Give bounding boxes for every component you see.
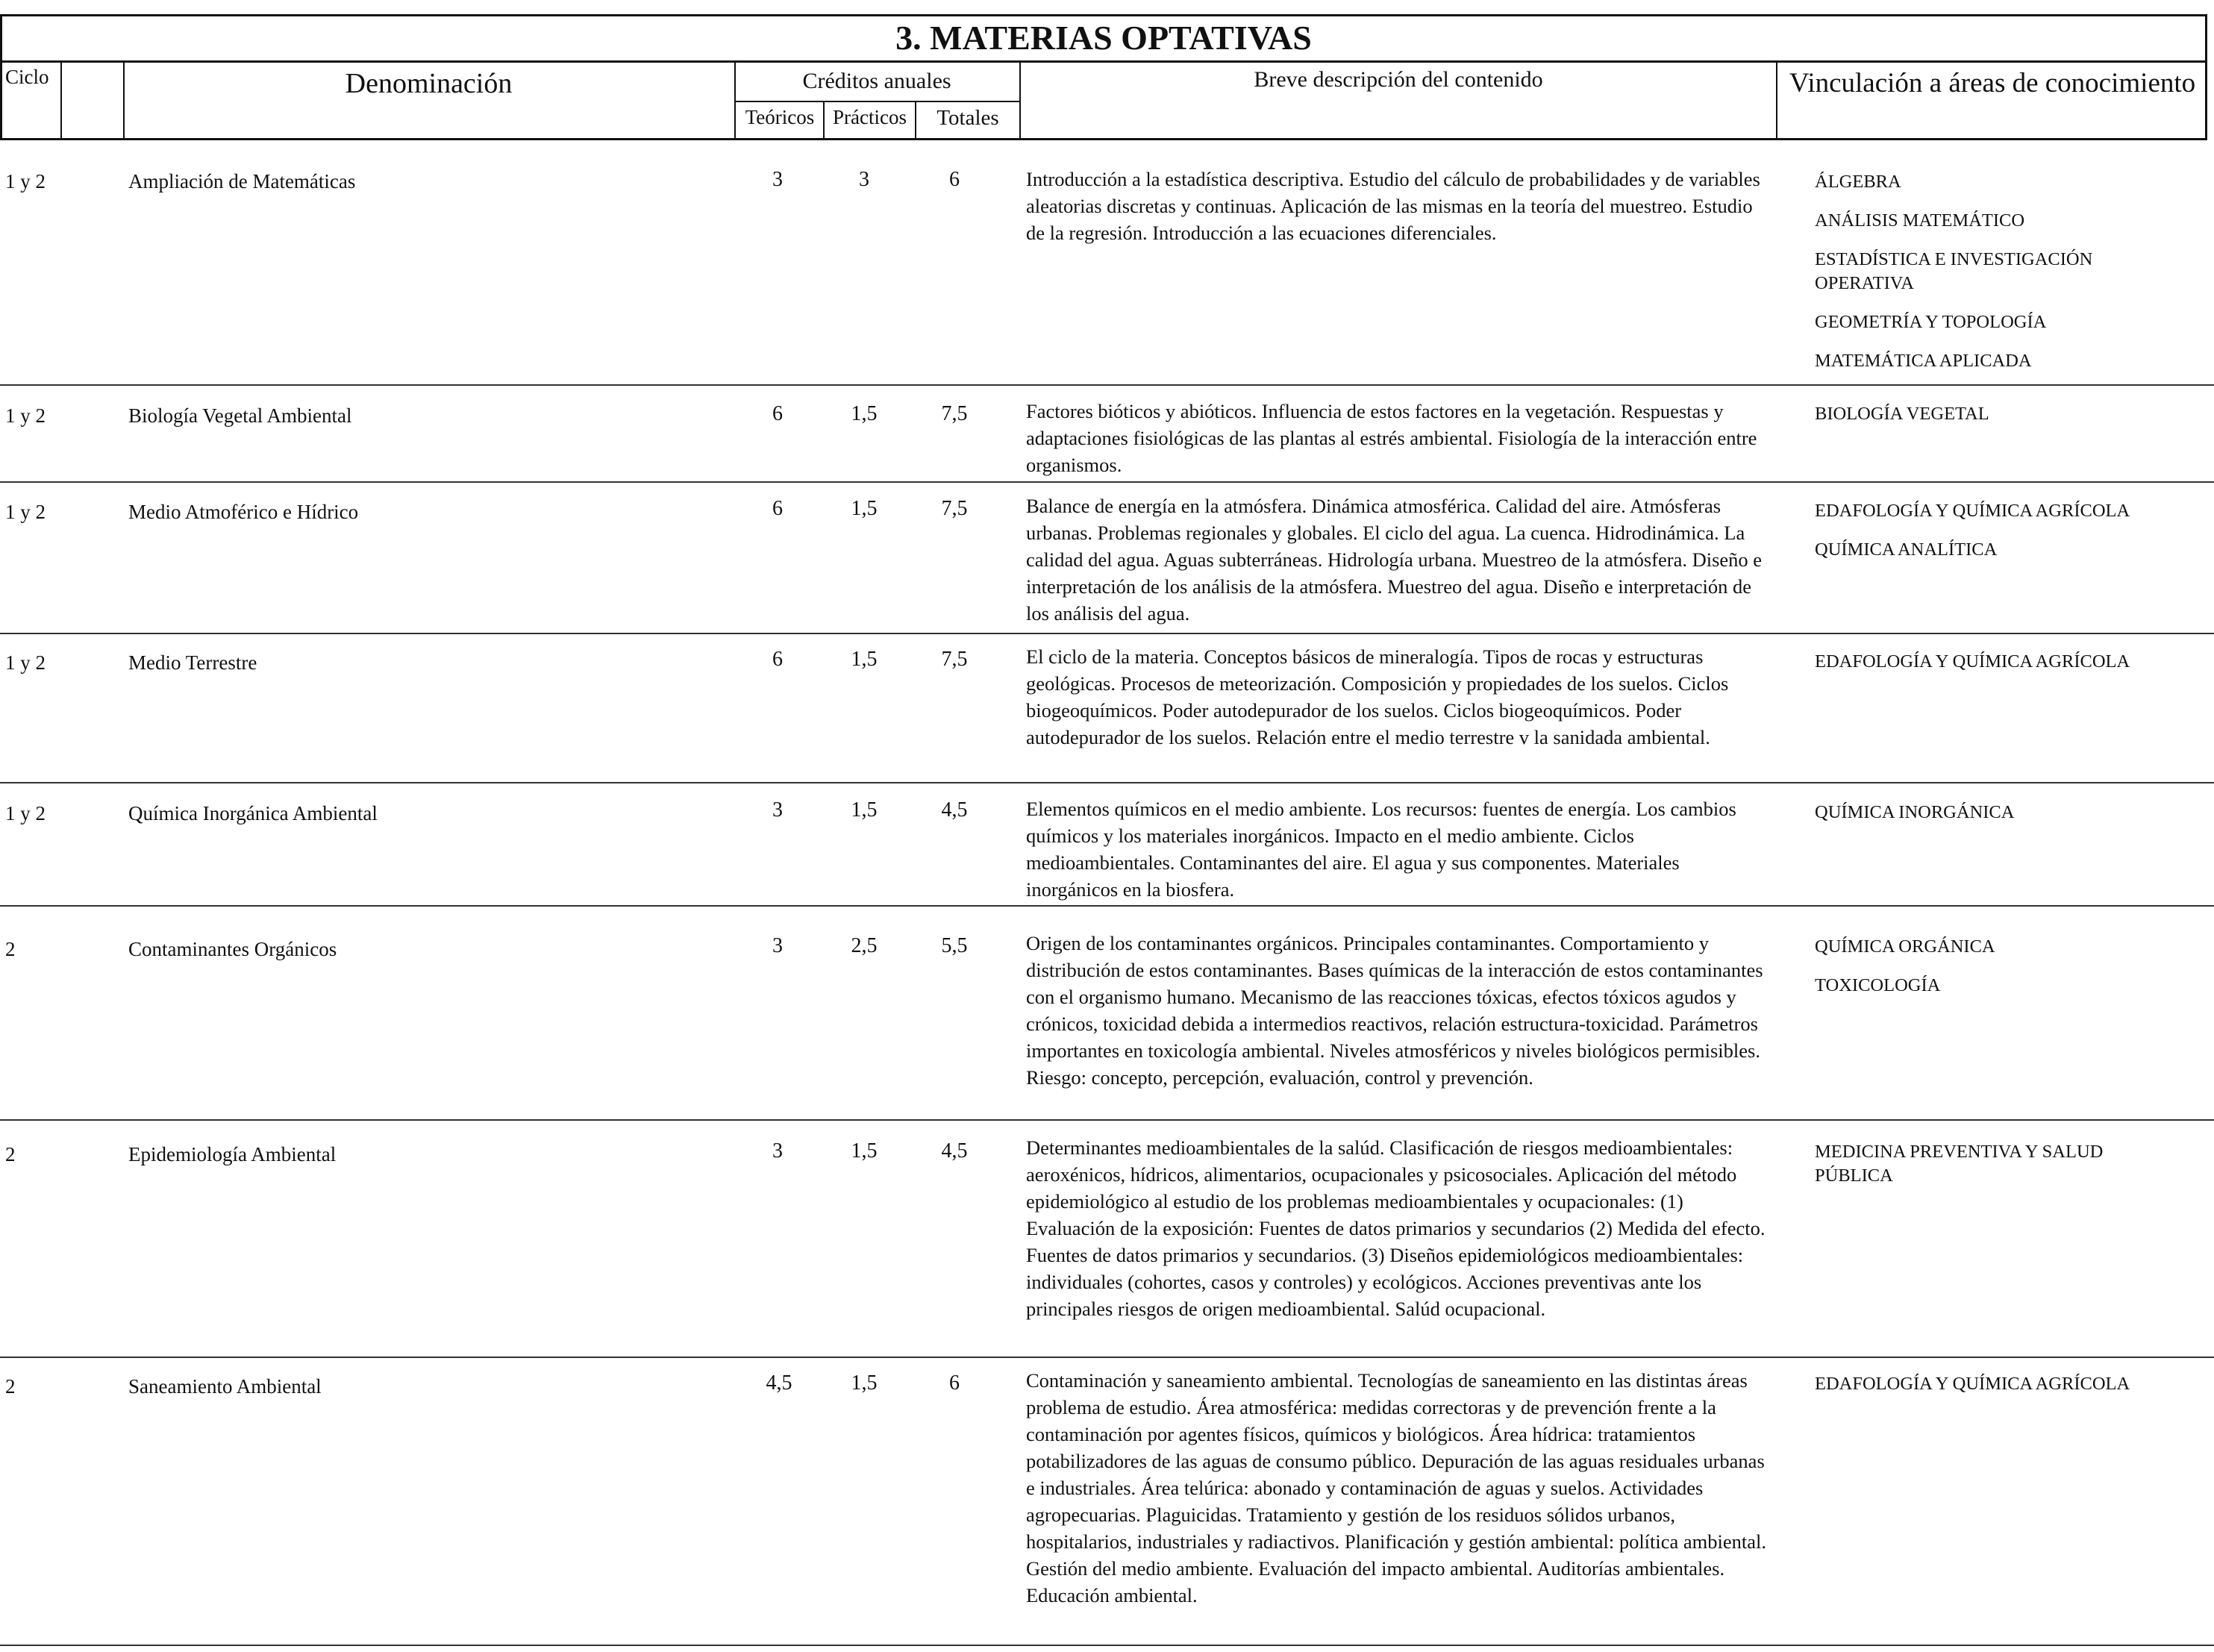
teoricos-cell: 3 (772, 168, 783, 191)
table-header (0, 60, 2207, 140)
ciclo-cell: 1 y 2 (5, 802, 46, 825)
areas-cell (1815, 1372, 2203, 1411)
totales-cell: 6 (949, 1371, 960, 1395)
area-item: MEDICINA PREVENTIVA Y SALUD PÚBLICA (1815, 1142, 2104, 1186)
practicos-cell: 1,5 (851, 1371, 878, 1395)
descripcion-cell: Introducción a la estadística descriptiva. Estudio del cálculo de probabilidades y de variables aleatorias discretas y continuas. Aplicación de las mismas en la teoría del muestreo. Estudio de la regresión. Introducción a las ecuaciones diferenciales. (1026, 168, 1760, 244)
practicos-cell: 1,5 (851, 648, 878, 671)
teoricos-cell: 3 (772, 934, 783, 957)
teoricos-cell: 6 (772, 402, 783, 425)
denominacion-cell: Biología Vegetal Ambiental (128, 404, 352, 427)
denominacion-cell: Saneamiento Ambiental (128, 1375, 322, 1398)
totales-cell: 7,5 (941, 402, 968, 425)
practicos-cell: 3 (859, 168, 869, 191)
ciclo-cell: 1 y 2 (5, 501, 46, 523)
ciclo-cell: 1 y 2 (5, 170, 46, 193)
row-divider (0, 905, 2214, 907)
header-practicos: Prácticos (833, 106, 907, 128)
header-descripcion: Breve descripción del contenido (1254, 67, 1543, 92)
area-item: EDAFOLOGÍA Y QUÍMICA AGRÍCOLA (1815, 1374, 2130, 1394)
practicos-cell: 2,5 (851, 934, 878, 957)
denominacion-cell: Ampliación de Matemáticas (128, 170, 356, 193)
areas-cell (1815, 801, 2203, 839)
descripcion-cell: Determinantes medioambientales de la salúd. Clasificación de riesgos medioambientales: aeroxénicos, hídricos, alimentarios, ocupacionales y psicosociales. Aplicación del método epidemiológico al estudio de los problemas medioambientales y ocupacionales: (1) Evaluación de la exposición: Fuentes de datos primarios y secundarios (2) Medida del efecto. Fuentes de datos primarios y secundarios. (3) Diseños epidemiológicos medioambientales: individuales (cohortes, casos y controles) y ecológicos. Acciones preventivas ante los principales riesgos de origen medioambiental. Salúd ocupacional. (1026, 1136, 1766, 1320)
area-item: ANÁLISIS MATEMÁTICO (1815, 210, 2025, 231)
areas-cell (1815, 650, 2203, 689)
header-totales: Totales (936, 106, 999, 130)
header-denominacion: Denominación (345, 68, 513, 99)
teoricos-cell: 3 (772, 798, 783, 822)
teoricos-cell: 6 (772, 648, 783, 671)
areas-cell (1815, 1140, 2165, 1203)
col-divider (60, 63, 62, 140)
totales-cell: 4,5 (941, 1139, 968, 1163)
descripcion-cell: Origen de los contaminantes orgánicos. Principales contaminantes. Comportamiento y distribución de estos contaminantes. Bases químicas de la interacción de estos contaminantes con el organismo humano. Mecanismo de las reacciones tóxicas, efectos tóxicos agudos y crónicos, toxicidad debida a intermedios reactivos, relación estructura-toxicidad. Parámetros importantes en toxicología ambiental. Niveles atmosféricos y niveles biológicos permisibles. Riesgo: concepto, percepción, evaluación, control y prevención. (1026, 932, 1763, 1089)
totales-cell: 6 (949, 168, 960, 191)
area-item: QUÍMICA ANALÍTICA (1815, 539, 1998, 560)
area-item: EDAFOLOGÍA Y QUÍMICA AGRÍCOLA (1815, 651, 2130, 672)
teoricos-cell: 6 (772, 497, 783, 520)
denominacion-cell: Química Inorgánica Ambiental (128, 802, 378, 825)
areas-cell (1815, 170, 2203, 388)
practicos-cell: 1,5 (851, 1139, 878, 1163)
area-item: GEOMETRÍA Y TOPOLOGÍA (1815, 312, 2047, 332)
area-item: TOXICOLOGÍA (1815, 975, 1941, 995)
header-teoricos: Teóricos (745, 106, 815, 128)
denominacion-cell: Contaminantes Orgánicos (128, 938, 337, 960)
row-divider (0, 481, 2214, 483)
areas-cell (1815, 402, 2203, 441)
header-creditos: Créditos anuales (802, 69, 951, 93)
teoricos-cell: 4,5 (766, 1371, 792, 1395)
totales-cell: 7,5 (941, 497, 968, 520)
areas-cell (1815, 935, 2203, 1013)
header-vinculacion: Vinculación a áreas de conocimiento (1789, 68, 2196, 98)
totales-cell: 4,5 (941, 798, 968, 822)
area-item: QUÍMICA INORGÁNICA (1815, 802, 2015, 822)
teoricos-cell: 3 (772, 1139, 783, 1163)
descripcion-cell: El ciclo de la materia. Conceptos básicos de mineralogía. Tipos de rocas y estructuras geológicas. Procesos de meteorización. Composición y propiedades de los suelos. Ciclos biogeoquímicos. Poder autodepurador de los suelos. Ciclos biogeoquímicos. Poder autodepurador de los suelos. Relación entre el medio terrestre v la sanidada ambiental. (1026, 645, 1729, 748)
row-divider (0, 1645, 2214, 1646)
denominacion-cell: Medio Atmoférico e Hídrico (128, 501, 359, 523)
totales-cell: 7,5 (941, 648, 968, 671)
subheader-divider (734, 101, 1021, 102)
row-divider (0, 782, 2214, 783)
ciclo-cell: 1 y 2 (5, 404, 46, 427)
ciclo-cell: 2 (5, 938, 16, 960)
area-item: BIOLOGÍA VEGETAL (1815, 404, 1989, 424)
areas-cell (1815, 499, 2203, 577)
descripcion-cell: Factores bióticos y abióticos. Influencia de estos factores en la vegetación. Respuestas y adaptaciones fisiológicas de las plantas al estrés ambiental. Fisiología de la interacción entre organismos. (1026, 400, 1757, 476)
ciclo-cell: 1 y 2 (5, 651, 46, 674)
practicos-cell: 1,5 (851, 497, 878, 520)
denominacion-cell: Epidemiología Ambiental (128, 1143, 337, 1166)
page-title: 3. MATERIAS OPTATIVAS (895, 19, 1312, 57)
area-item: EDAFOLOGÍA Y QUÍMICA AGRÍCOLA (1815, 501, 2130, 521)
area-item: MATEMÁTICA APLICADA (1815, 351, 2032, 371)
practicos-cell: 1,5 (851, 402, 878, 425)
descripcion-cell: Contaminación y saneamiento ambiental. Tecnologías de saneamiento en las distintas áreas problema de estudio. Área atmosférica: medidas correctoras y de prevención frente a la contaminación por agentes físicos, químicos y biológicos. Área hídrica: tratamientos potabilizadores de las aguas de consumo público. Depuración de las aguas residuales urbanas e industriales. Área telúrica: abonado y contaminación de aguas y suelos. Actividades agropecuarias. Plaguicidas. Tratamiento y gestión de los residuos sólidos urbanos, hospitalarios, industriales y radiactivos. Planificación y gestión ambiental: política ambiental. Gestión del medio ambiente. Evaluación del impacto ambiental. Auditorías ambientales. Educación ambiental. (1026, 1369, 1767, 1606)
row-divider (0, 633, 2214, 634)
practicos-cell: 1,5 (851, 798, 878, 822)
area-item: QUÍMICA ORGÁNICA (1815, 936, 1995, 957)
area-item: ESTADÍSTICA E INVESTIGACIÓN OPERATIVA (1815, 249, 2093, 293)
area-item: ÁLGEBRA (1815, 172, 1901, 192)
totales-cell: 5,5 (941, 934, 968, 957)
descripcion-cell: Balance de energía en la atmósfera. Dinámica atmosférica. Calidad del aire. Atmósferas urbanas. Problemas regionales y globales. El ciclo del agua. La cuenca. Hidrodinámica. La calidad del agua. Aguas subterráneas. Hidrología urbana. Muestreo de la atmósfera. Diseño e interpretación de los análisis de la atmósfera. Muestreo del agua. Diseño e interpretación de los análisis del agua. (1026, 495, 1763, 625)
header-ciclo: Ciclo (5, 66, 49, 88)
ciclo-cell: 2 (5, 1143, 16, 1166)
ciclo-cell: 2 (5, 1375, 16, 1398)
descripcion-cell: Elementos químicos en el medio ambiente. Los recursos: fuentes de energía. Los cambios químicos y los materiales inorgánicos. Impacto en el medio ambiente. Ciclos medioambientales. Contaminantes del aire. El agua y sus componentes. Materiales inorgánicos en la biosfera. (1026, 798, 1736, 901)
row-divider (0, 1119, 2214, 1121)
row-divider (0, 1357, 2214, 1358)
denominacion-cell: Medio Terrestre (128, 651, 257, 674)
